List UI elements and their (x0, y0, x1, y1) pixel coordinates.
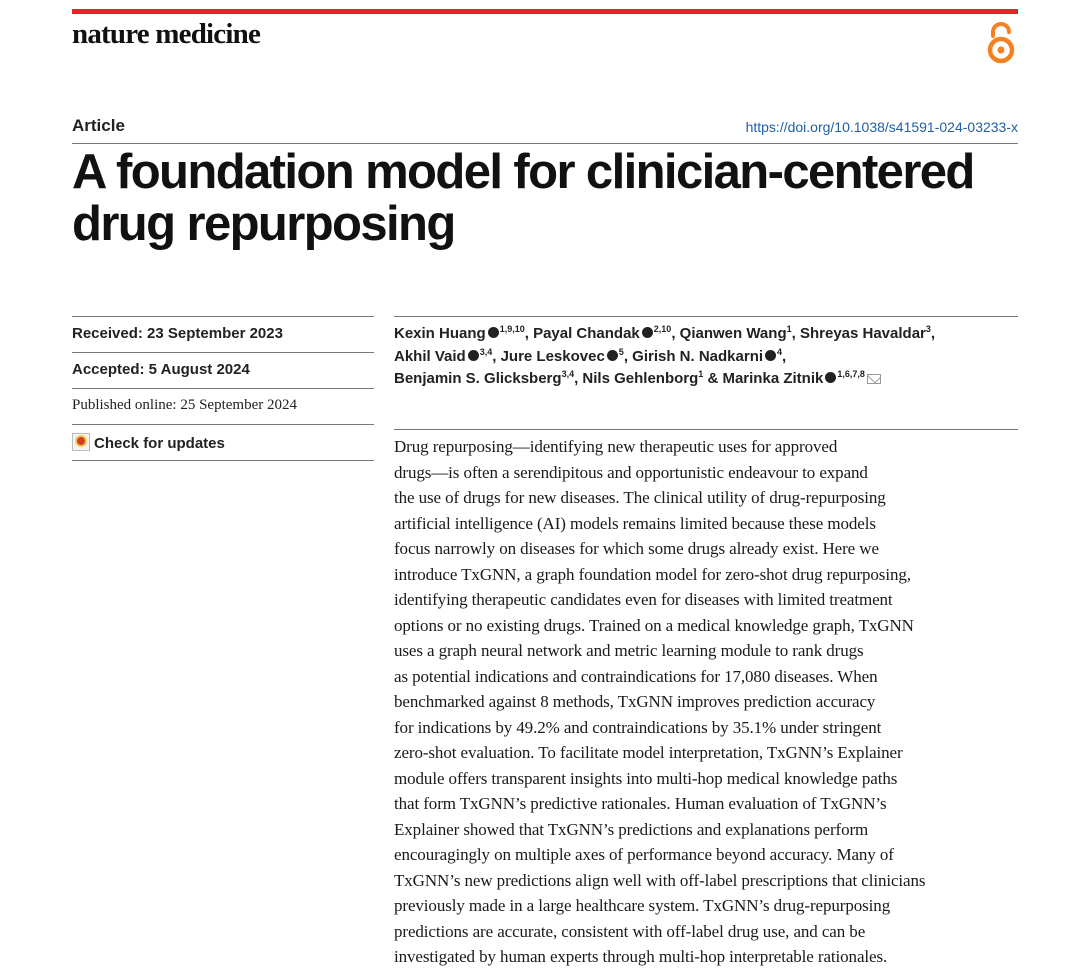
abstract-line: investigated by human experts through multi-hop interpretable rationales. (394, 947, 888, 966)
abstract-line: benchmarked against 8 methods, TxGNN improves prediction accuracy (394, 692, 876, 711)
author[interactable]: Nils Gehlenborg$^1$ (582, 369, 704, 387)
email-icon[interactable] (867, 374, 881, 384)
article-type: Article (72, 116, 125, 135)
author[interactable]: Akhil Vaid $^{3,4}$ (394, 346, 493, 365)
author-list: Kexin Huang $^{1,9,10}$, Payal Chandak $^{2,10}$, Qianwen Wang$^1$, Shreyas Havaldar$^3$, Akhil Vaid $^{3,4}$, Jure Leskovec $^5$, Girish N. Nadkarni $^4$, Benjamin S. Glicksberg$^{3,4}$, Nils Gehlenborg$^1$ & Marinka Zitnik $^{1,6,7,8}$ (394, 324, 936, 387)
abstract-line: previously made in a large healthcare system. TxGNN’s drug-repurposing (394, 896, 891, 915)
author[interactable]: Girish N. Nadkarni $^4$ (632, 346, 783, 365)
abstract (394, 434, 1018, 970)
orcid-icon[interactable] (488, 327, 499, 338)
abstract-line: module offers transparent insights into multi-hop medical knowledge paths (394, 768, 898, 788)
orcid-icon[interactable] (468, 350, 479, 361)
abstract-line: uses a graph neural network and metric learning module to rank drugs (394, 641, 864, 660)
orcid-icon[interactable] (642, 327, 653, 338)
journal-name: nature medicine (72, 18, 261, 50)
journal-accent-bar (72, 9, 1018, 14)
title-line: A foundation model for clinician-centered (72, 145, 974, 199)
check-for-updates-button[interactable] (72, 433, 374, 452)
abstract-line: the use of drugs for new diseases. The clinical utility of drug-repurposing (394, 488, 886, 507)
abstract-line: predictions are accurate, consistent with off-label drug use, and can be (394, 921, 866, 941)
abstract-line: focus narrowly on diseases for which some drugs already exist. Here we (394, 539, 879, 558)
open-access-icon[interactable] (984, 20, 1018, 66)
meta-divider (72, 460, 374, 461)
abstract-line: options or no existing drugs. Trained on a medical knowledge graph, TxGNN (394, 615, 914, 635)
abstract-line: identifying therapeutic candidates even for diseases with limited treatment (394, 590, 893, 609)
published-date: Published online: 25 September 2024 (72, 397, 297, 413)
abstract-line: as potential indications and contraindications for 17,080 diseases. When (394, 666, 878, 686)
accepted-date: Accepted: 5 August 2024 (72, 361, 250, 378)
abstract-line: that form TxGNN’s predictive rationales. Human evaluation of TxGNN’s (394, 794, 887, 813)
orcid-icon[interactable] (825, 372, 836, 383)
abstract-line: Explainer showed that TxGNN’s predictions and explanations perform (394, 819, 869, 839)
title-line: drug repurposing (72, 197, 455, 251)
article-title (72, 146, 1018, 250)
orcid-icon[interactable] (607, 350, 618, 361)
received-date: Received: 23 September 2023 (72, 325, 283, 342)
author[interactable]: Jure Leskovec $^5$ (500, 346, 624, 365)
abstract-line: introduce TxGNN, a graph foundation model for zero-shot drug repurposing, (394, 564, 911, 584)
meta-divider (72, 388, 374, 389)
abstract-line: artificial intelligence (AI) models remains limited because these models (394, 513, 876, 533)
abstract-divider (394, 429, 1018, 430)
abstract-line: zero-shot evaluation. To facilitate model interpretation, TxGNN’s Explainer (394, 743, 903, 762)
author[interactable]: Qianwen Wang$^1$ (679, 324, 792, 342)
abstract-line: TxGNN’s new predictions align well with off-label prescriptions that clinicians (394, 870, 926, 890)
abstract-line: for indications by 49.2% and contraindications by 35.1% under stringent (394, 717, 882, 737)
author[interactable]: Benjamin S. Glicksberg$^{3,4}$ (394, 369, 575, 387)
check-for-updates-icon (72, 433, 90, 451)
orcid-icon[interactable] (765, 350, 776, 361)
author[interactable]: Kexin Huang $^{1,9,10}$ (394, 324, 525, 342)
abstract-line: encouragingly on multiple axes of performance beyond accuracy. Many of (394, 845, 894, 864)
meta-divider (72, 424, 374, 425)
dates-divider (72, 316, 374, 317)
check-for-updates-label: Check for updates (94, 435, 225, 452)
doi-link[interactable]: https://doi.org/10.1038/s41591-024-03233-x (745, 119, 1018, 135)
author[interactable]: Marinka Zitnik $^{1,6,7,8}$ (722, 369, 865, 387)
author[interactable]: Payal Chandak $^{2,10}$ (533, 324, 672, 342)
title-divider (72, 143, 1018, 144)
abstract-line: Drug repurposing—identifying new therapeutic uses for approved (394, 437, 838, 456)
abstract-line: drugs—is often a serendipitous and opportunistic endeavour to expand (394, 462, 868, 482)
author[interactable]: Shreyas Havaldar$^3$ (799, 324, 931, 342)
authors-divider (394, 316, 1018, 317)
meta-divider (72, 352, 374, 353)
